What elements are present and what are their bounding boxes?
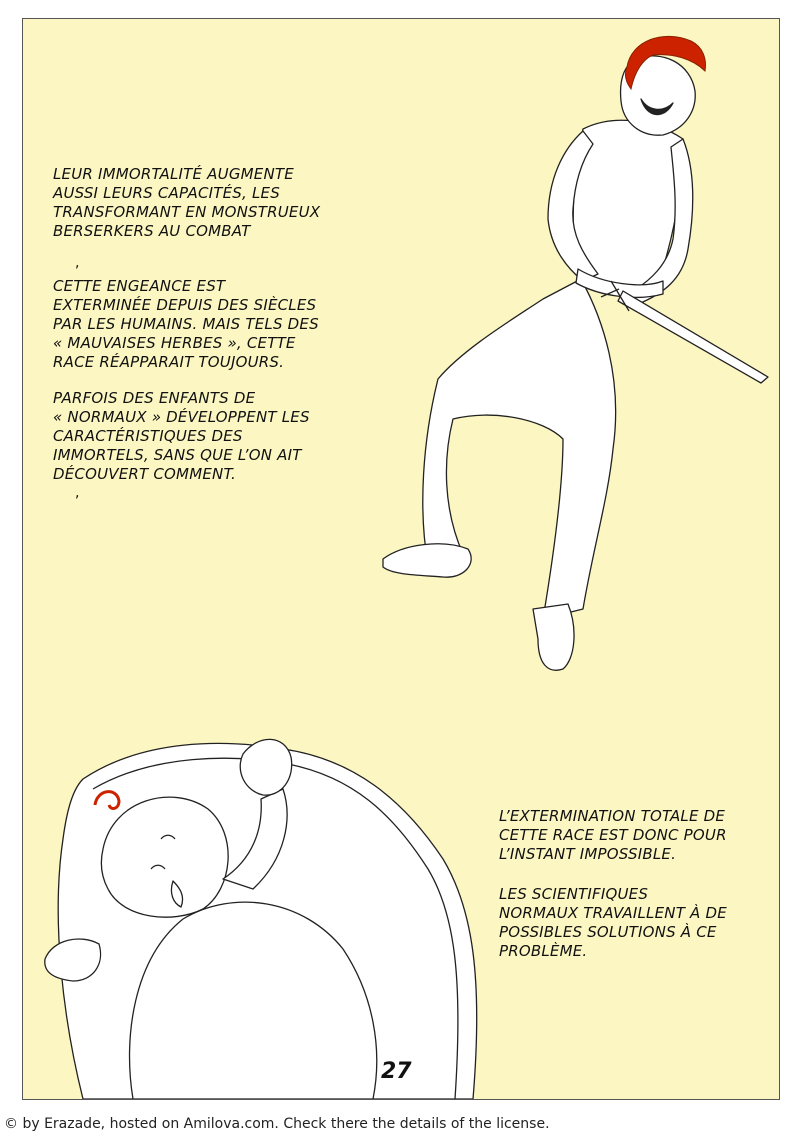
narration-scientists: LES SCIENTIFIQUES NORMAUX TRAVAILLENT À DE POSSIBLES SOLUTIONS À CE PROBLÈME.: [499, 885, 727, 960]
baby-in-blanket: [45, 739, 477, 1099]
narration-normal-children: PARFOIS DES ENFANTS DE « NORMAUX » DÉVELOPPENT LES CARACTÉRISTIQUES DES IMMORTELS, SANS QUE L’ON AIT DÉCOUVERT COMMENT.: [53, 389, 310, 483]
narration-total-extermination: L’EXTERMINATION TOTALE DE CETTE RACE EST DONC POUR L’INSTANT IMPOSSIBLE.: [499, 807, 727, 863]
narration-extermination-history: CETTE ENGEANCE EST EXTERMINÉE DEPUIS DES SIÈCLES PAR LES HUMAINS. MAIS TELS DES « MAUVAISES HERBES », CETTE RACE RÉAPPARAIT TOUJOURS.: [53, 277, 319, 371]
comic-panel: [22, 18, 780, 1100]
narration-mark: ,: [75, 485, 80, 501]
narration-immortality: LEUR IMMORTALITÉ AUGMENTE AUSSI LEURS CAPACITÉS, LES TRANSFORMANT EN MONSTRUEUX BERSERKERS AU COMBAT: [53, 165, 321, 240]
swordsman-figure: [383, 56, 768, 670]
license-credit: © by Erazade, hosted on Amilova.com. Check there the details of the license.: [4, 1116, 550, 1132]
page-number: 27: [381, 1059, 412, 1084]
narration-mark: ,: [75, 255, 80, 271]
